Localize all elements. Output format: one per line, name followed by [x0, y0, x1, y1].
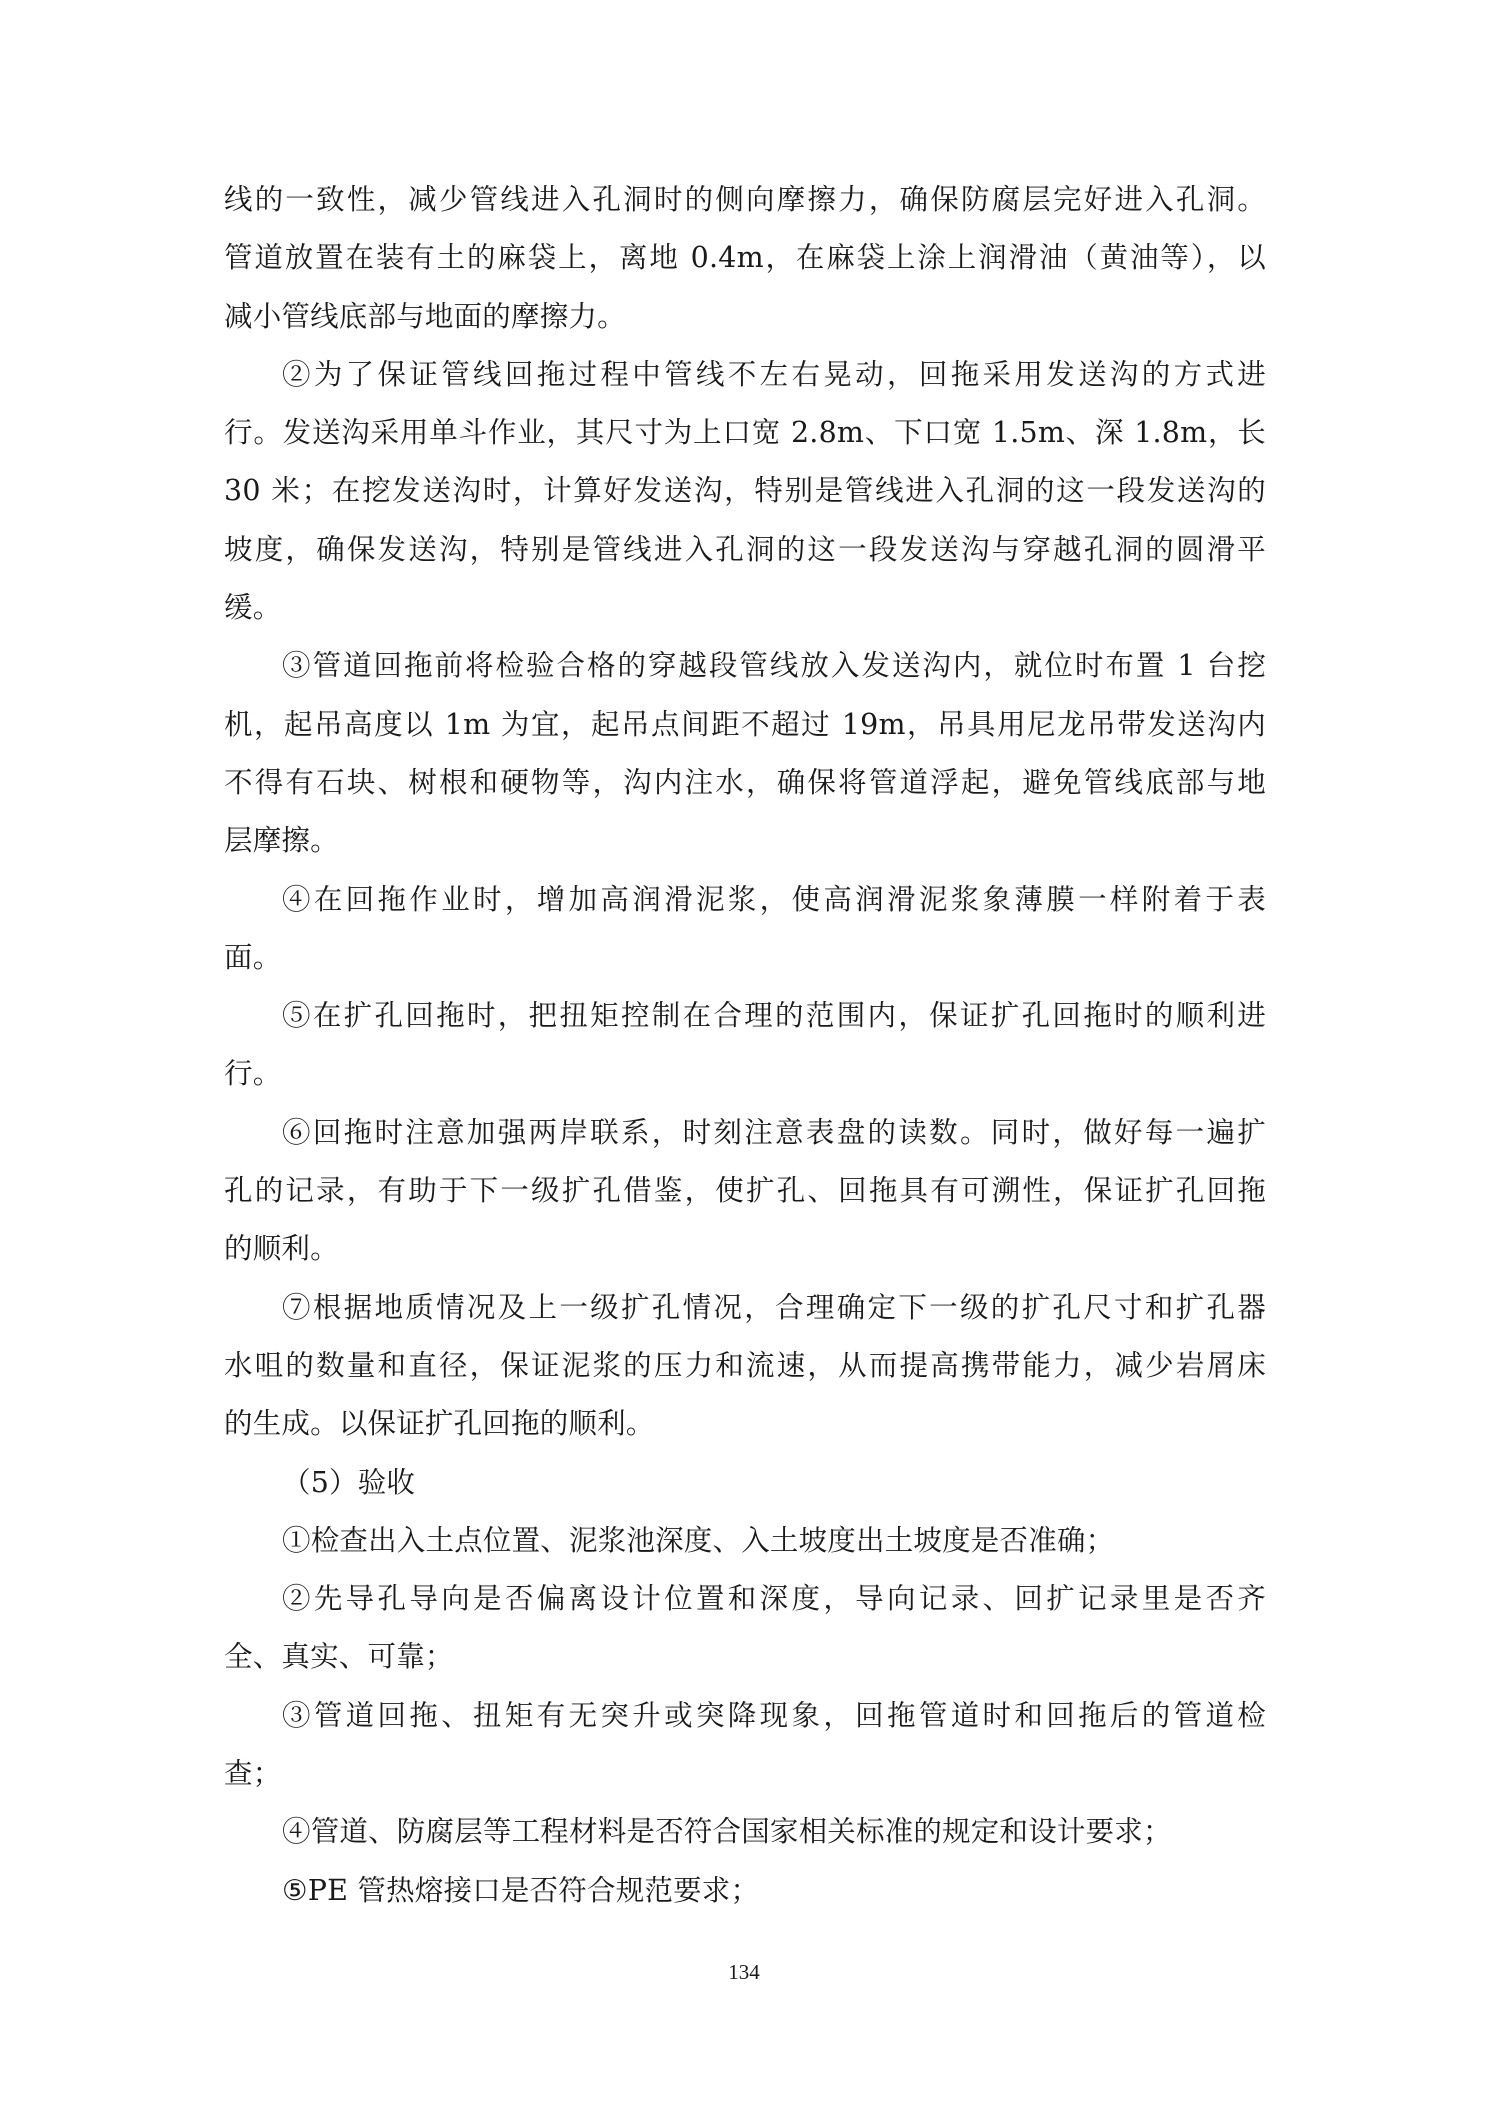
- text-line: 行。发送沟采用单斗作业，其尺寸为上口宽 2.8m、下口宽 1.5m、深 1.8m，长: [224, 416, 1266, 450]
- text-line: 减小管线底部与地面的摩擦力。: [224, 299, 626, 333]
- text-line: ③管道回拖前将检验合格的穿越段管线放入发送沟内，就位时布置 1 台挖: [282, 649, 1266, 683]
- text-line: ⑤在扩孔回拖时，把扭矩控制在合理的范围内，保证扩孔回拖时的顺利进: [282, 999, 1266, 1033]
- text-line: ④管道、防腐层等工程材料是否符合国家相关标准的规定和设计要求；: [282, 1815, 1172, 1849]
- text-line: 缓。: [224, 591, 282, 625]
- text-line: 层摩擦。: [224, 824, 339, 858]
- text-line: ⑤PE 管热熔接口是否符合规范要求；: [282, 1873, 760, 1907]
- text-line: ⑦根据地质情况及上一级扩孔情况，合理确定下一级的扩孔尺寸和扩孔器: [282, 1290, 1266, 1324]
- text-line: 管道放置在装有土的麻袋上，离地 0.4m，在麻袋上涂上润滑油（黄油等），以: [224, 241, 1266, 275]
- text-line: 不得有石块、树根和硬物等，沟内注水，确保将管道浮起，避免管线底部与地: [224, 765, 1266, 799]
- text-line: 孔的记录，有助于下一级扩孔借鉴，使扩孔、回拖具有可溯性，保证扩孔回拖: [224, 1174, 1266, 1208]
- text-line: ②为了保证管线回拖过程中管线不左右晃动，回拖采用发送沟的方式进: [282, 357, 1266, 391]
- text-line: 水咀的数量和直径，保证泥浆的压力和流速，从而提高携带能力，减少岩屑床: [224, 1348, 1266, 1382]
- text-line: 查；: [224, 1757, 282, 1791]
- text-line: 机，起吊高度以 1m 为宜，起吊点间距不超过 19m，吊具用尼龙吊带发送沟内: [224, 707, 1266, 741]
- body-text: [224, 177, 1266, 1926]
- page-number: 134: [728, 1960, 760, 1984]
- text-line: 线的一致性，减少管线进入孔洞时的侧向摩擦力，确保防腐层完好进入孔洞。: [224, 183, 1266, 216]
- text-line: 面。: [224, 940, 282, 974]
- text-line: ②先导孔导向是否偏离设计位置和深度，导向记录、回扩记录里是否齐: [282, 1582, 1266, 1616]
- text-line: 行。: [224, 1057, 282, 1091]
- text-line: ①检查出入土点位置、泥浆池深度、入土坡度出土坡度是否准确；: [282, 1523, 1115, 1557]
- text-line: ③管道回拖、扭矩有无突升或突降现象，回拖管道时和回拖后的管道检: [282, 1698, 1266, 1732]
- text-line: 的顺利。: [224, 1232, 339, 1266]
- text-line: 的生成。以保证扩孔回拖的顺利。: [224, 1407, 655, 1441]
- text-line: （5）验收: [282, 1465, 416, 1499]
- text-line: 全、真实、可靠；: [224, 1640, 454, 1674]
- text-line: ④在回拖作业时，增加高润滑泥浆，使高润滑泥浆象薄膜一样附着于表: [282, 882, 1266, 916]
- text-line: ⑥回拖时注意加强两岸联系，时刻注意表盘的读数。同时，做好每一遍扩: [282, 1115, 1266, 1149]
- text-line: 坡度，确保发送沟，特别是管线进入孔洞的这一段发送沟与穿越孔洞的圆滑平: [224, 532, 1266, 566]
- text-line: 30 米；在挖发送沟时，计算好发送沟，特别是管线进入孔洞的这一段发送沟的: [224, 474, 1266, 508]
